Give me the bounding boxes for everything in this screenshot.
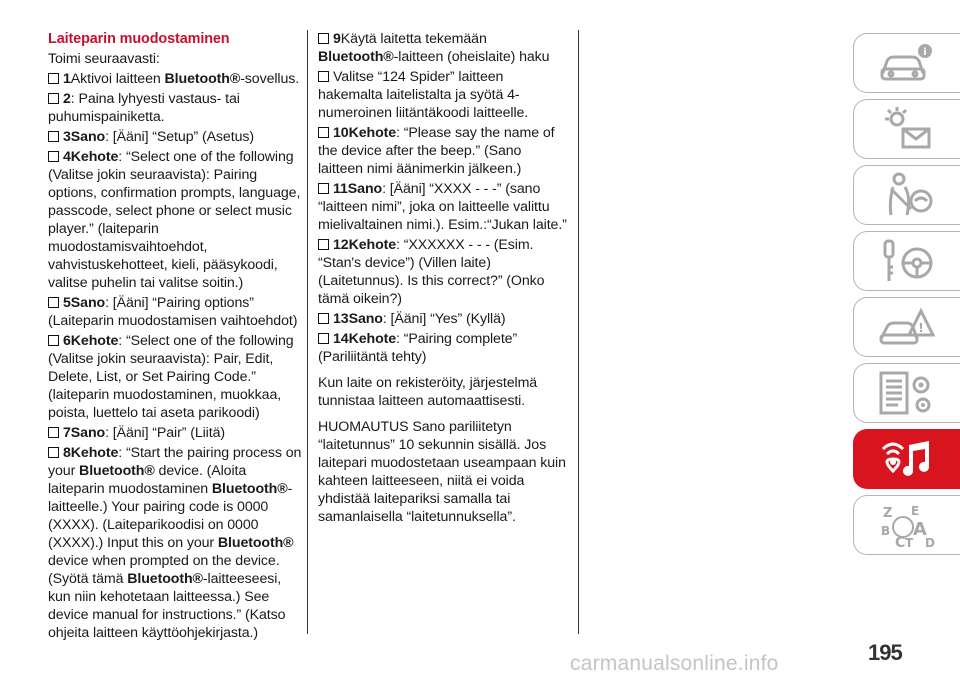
column-divider	[307, 30, 308, 634]
checkbox-icon	[318, 33, 329, 44]
svg-text:i: i	[923, 47, 927, 58]
car-info-icon	[877, 39, 937, 87]
svg-text:A: A	[913, 519, 927, 540]
svg-text:C: C	[895, 535, 906, 549]
watermark: carmanualsonline.info	[570, 652, 779, 675]
checkbox-icon	[318, 183, 329, 194]
checkbox-icon	[48, 297, 59, 308]
step-13: 13Sano: [Ääni] “Yes” (Kyllä)	[318, 310, 570, 328]
step-4: 4Kehote: “Select one of the following (Valitse jokin seuraavista): Pairing options, confirmation prompts, language, passcode, select phone or select music player.” (laiteparin muodostamisvaihtoehdot, vahvistuskehotteet, kieli, pääsykoodi, valitse puhelin tai valitse soitin.)	[48, 149, 301, 291]
step-5: 5Sano: [Ääni] “Pairing options” (Laiteparin muodostamisen vaihtoehdot)	[48, 295, 298, 329]
svg-text:T: T	[905, 536, 914, 549]
step-10: 10Kehote: “Please say the name of the device after the beep.” (Sano laitteen nimi äänimerkin jälkeen.)	[318, 125, 555, 177]
tab-dashboard[interactable]	[853, 99, 960, 159]
svg-text:B: B	[881, 524, 891, 538]
step-2: 2: Paina lyhyesti vastaus- tai puhumispainiketta.	[48, 91, 240, 125]
registration-paragraph: Kun laite on rekisteröity, järjestelmä tunnistaa laitteen automaattisesti.	[318, 375, 538, 409]
checkbox-icon	[48, 427, 59, 438]
svg-text:E: E	[911, 504, 920, 518]
step-14: 14Kehote: “Pairing complete” (Pariliitäntä tehty)	[318, 331, 518, 365]
step-8: 8Kehote: “Start the pairing process on your Bluetooth® device. (Aloita laiteparin muodostaminen Bluetooth®-laitteelle.) Your pairing code is 0000 (XXXX). (Laiteparikoodisi on 0000 (XXXX).) Input this on your Bluetooth® device when prompted on the device. (Syötä tämä Bluetooth®-laitteeseesi, kun niin kehotetaan laitteessa.) See device manual for instructions.” (Katso ohjeita laitteen käyttöohjekirjasta.)	[48, 445, 302, 641]
section-heading: Laiteparin muodostaminen	[48, 31, 230, 47]
svg-text:D: D	[925, 536, 935, 549]
dashboard-warning-icon	[877, 105, 937, 153]
tab-maintenance[interactable]	[853, 363, 960, 423]
checkbox-icon	[48, 131, 59, 142]
tab-car-info[interactable]	[853, 33, 960, 93]
step-12: 12Kehote: “XXXXXX - - - (Esim. “Stan's device”) (Villen laite) (Laitetunnus). Is this correct?” (Onko tämä oikein?)	[318, 237, 545, 307]
checkbox-icon	[318, 333, 329, 344]
tab-starting-driving[interactable]	[853, 231, 960, 291]
tab-multimedia[interactable]	[853, 429, 960, 489]
note-paragraph: HUOMAUTUS Sano pariliitetyn “laitetunnus” 10 sekunnin sisällä. Jos laitepari muodostetaan useampaan kuin kahteen laitteeseen, niitä ei voida yhdistää laitepariksi samalla tai samanlaisella “laitetunnuksella”.	[318, 419, 566, 525]
step-11: 11Sano: [Ääni] “XXXX - - -” (sano “laitteen nimi”, joka on laitteelle valittu mielivaltainen nimi.). Esim.:“Jukan laite.”	[318, 181, 567, 233]
chapter-tabs	[853, 33, 960, 561]
checkbox-icon	[48, 93, 59, 104]
checkbox-icon	[48, 335, 59, 346]
step-3: 3Sano: [Ääni] “Setup” (Asetus)	[48, 128, 302, 146]
page-number: 195	[868, 640, 902, 665]
checkbox-icon	[48, 447, 59, 458]
breakdown-triangle-icon	[877, 303, 937, 351]
checkbox-icon	[48, 151, 59, 162]
tab-index[interactable]	[853, 495, 960, 555]
step-1: 1Aktivoi laitteen Bluetooth®-sovellus.	[48, 70, 302, 88]
multimedia-music-icon	[877, 435, 937, 483]
step-9: 9Käytä laitetta tekemään Bluetooth®-laitteen (oheislaite) haku	[318, 31, 550, 65]
left-column	[48, 30, 302, 644]
step-select-device: Valitse “124 Spider” laitteen hakemalta laitelistalta ja syötä 4-numeroinen liitäntäkoodi laitteelle.	[318, 69, 529, 121]
checkbox-icon	[48, 73, 59, 84]
checkbox-icon	[318, 313, 329, 324]
checkbox-icon	[318, 239, 329, 250]
tab-safety[interactable]	[853, 165, 960, 225]
intro-text: Toimi seuraavasti:	[48, 51, 160, 67]
checkbox-icon	[318, 127, 329, 138]
checkbox-icon	[318, 71, 329, 82]
tab-emergency[interactable]	[853, 297, 960, 357]
svg-text:!: !	[918, 321, 924, 335]
step-7: 7Sano: [Ääni] “Pair” (Liitä)	[48, 424, 302, 442]
alphabetical-index-icon	[877, 501, 937, 549]
key-steering-wheel-icon	[877, 237, 937, 285]
column-divider	[578, 30, 579, 634]
step-6: 6Kehote: “Select one of the following (Valitse jokin seuraavista): Pair, Edit, Delete, List, or Set Pairing Code.” (laiteparin muodostaminen, muokkaa, poista, luettelo tai aseta parikoodi)	[48, 333, 294, 421]
svg-text:Z: Z	[883, 506, 893, 521]
seatbelt-safety-icon	[877, 171, 937, 219]
maintenance-gears-icon	[877, 369, 937, 417]
right-column	[318, 30, 570, 528]
